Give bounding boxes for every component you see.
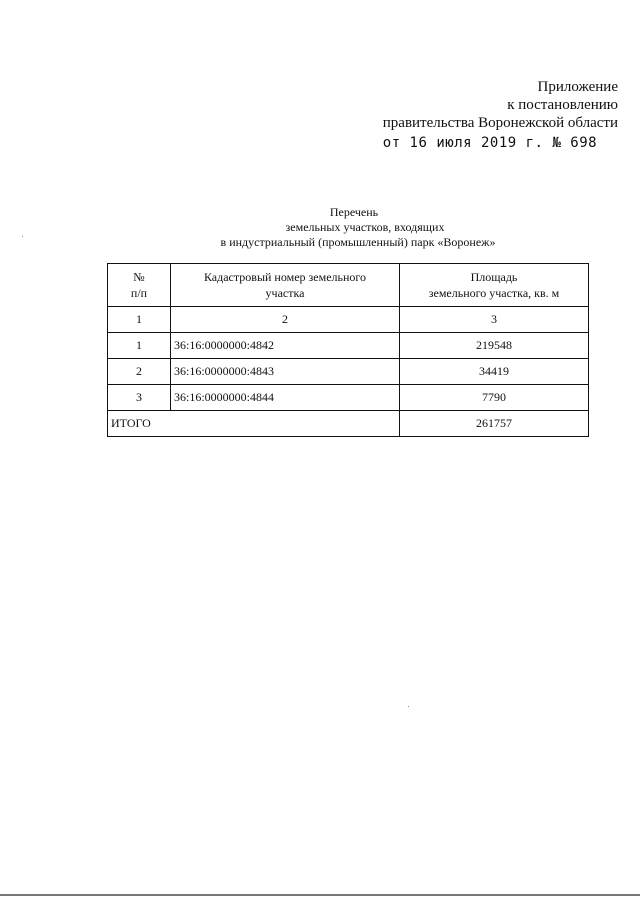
colnum-2: 2 xyxy=(171,307,400,333)
colnum-1: 1 xyxy=(108,307,171,333)
colnum-3: 3 xyxy=(400,307,589,333)
table-row xyxy=(108,385,589,411)
header-area-a: Площадь xyxy=(470,270,518,284)
decree-date-number: от 16 июля 2019 г. № 698 xyxy=(382,135,598,151)
header-number-a: № xyxy=(133,270,145,284)
document-title xyxy=(0,205,640,250)
table-row xyxy=(108,359,589,385)
total-label: ИТОГО xyxy=(108,411,400,437)
row-number: 3 xyxy=(108,385,171,411)
appendix-title: Приложение xyxy=(537,79,618,95)
plot-area: 34419 xyxy=(400,359,589,385)
cadastral-number: 36:16:0000000:4842 xyxy=(171,333,400,359)
header-number-b: п/п xyxy=(130,286,148,300)
appendix-header xyxy=(383,78,618,152)
total-area: 261757 xyxy=(400,411,589,437)
row-number: 1 xyxy=(108,333,171,359)
row-number: 2 xyxy=(108,359,171,385)
header-cadastral-a: Кадастровый номер земельного xyxy=(203,270,367,284)
column-numbers-row xyxy=(108,307,589,333)
header-cadastral-b: участка xyxy=(265,286,305,300)
total-row xyxy=(108,411,589,437)
scan-edge-line xyxy=(0,894,640,896)
title-line-1: Перечень xyxy=(329,205,379,219)
header-number xyxy=(108,264,171,307)
appendix-ref: к постановлению xyxy=(507,97,618,113)
scan-speck xyxy=(408,706,409,707)
cadastral-number: 36:16:0000000:4843 xyxy=(171,359,400,385)
header-cadastral xyxy=(171,264,400,307)
plot-area: 7790 xyxy=(400,385,589,411)
header-area-b: земельного участка, кв. м xyxy=(428,286,560,300)
table-row xyxy=(108,333,589,359)
scan-speck xyxy=(22,236,23,237)
title-line-2: земельных участков, входящих xyxy=(285,220,445,234)
land-plots-table xyxy=(107,263,589,437)
table-header-row xyxy=(108,264,589,307)
header-area xyxy=(400,264,589,307)
title-line-3: в индустриальный (промышленный) парк «Воронеж» xyxy=(220,235,496,249)
cadastral-number: 36:16:0000000:4844 xyxy=(171,385,400,411)
appendix-authority: правительства Воронежской области xyxy=(382,115,618,131)
plot-area: 219548 xyxy=(400,333,589,359)
